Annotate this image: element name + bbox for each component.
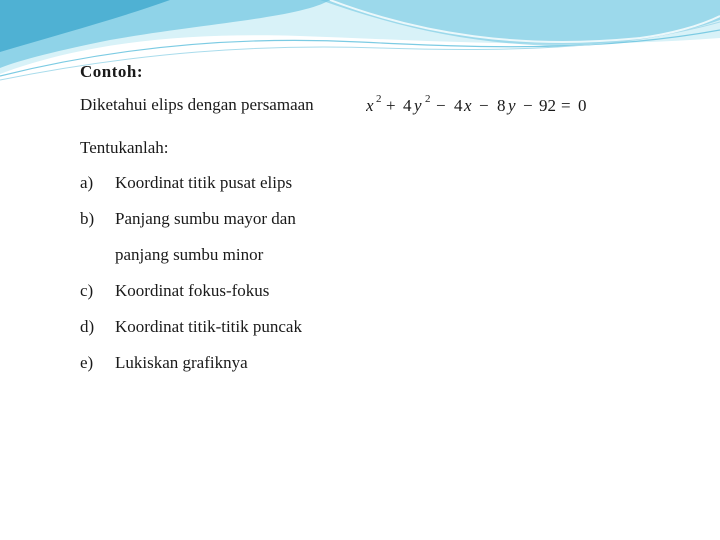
eq-minus-2: −: [479, 96, 489, 115]
eq-x: x: [366, 96, 374, 115]
eq-minus-3: −: [523, 96, 533, 115]
item-b-text-line1: Panjang sumbu mayor dan: [115, 209, 296, 228]
eq-x2: x: [464, 96, 472, 115]
intro-text: Diketahui elips dengan persamaan: [80, 95, 314, 114]
item-a-text: Koordinat titik pusat elips: [115, 173, 293, 192]
item-b-text-line2: panjang sumbu minor: [115, 245, 264, 264]
example-heading: Contoh:: [80, 62, 144, 81]
instruction-text: Tentukanlah:: [80, 138, 169, 157]
eq-exp-y: 2: [425, 93, 431, 105]
item-a-marker: a): [80, 173, 94, 192]
eq-exp-x: 2: [376, 93, 382, 105]
ellipse-equation: [366, 93, 590, 119]
item-b-marker: b): [80, 209, 95, 228]
item-c-marker: c): [80, 281, 94, 300]
eq-y: y: [414, 96, 422, 115]
eq-minus-1: −: [436, 96, 446, 115]
item-c-text: Koordinat fokus-fokus: [115, 281, 270, 300]
eq-coef-8: 8: [497, 96, 506, 115]
eq-const-92: 92: [539, 96, 556, 115]
item-d-text: Koordinat titik-titik puncak: [115, 317, 302, 336]
eq-equals: =: [561, 96, 571, 115]
item-d-marker: d): [80, 317, 95, 336]
eq-plus: +: [386, 96, 396, 115]
item-e-text: Lukiskan grafiknya: [115, 353, 248, 372]
eq-y2: y: [508, 96, 516, 115]
eq-zero: 0: [578, 96, 587, 115]
eq-coef-4b: 4: [454, 96, 463, 115]
item-e-marker: e): [80, 353, 94, 372]
eq-coef-4: 4: [403, 96, 412, 115]
